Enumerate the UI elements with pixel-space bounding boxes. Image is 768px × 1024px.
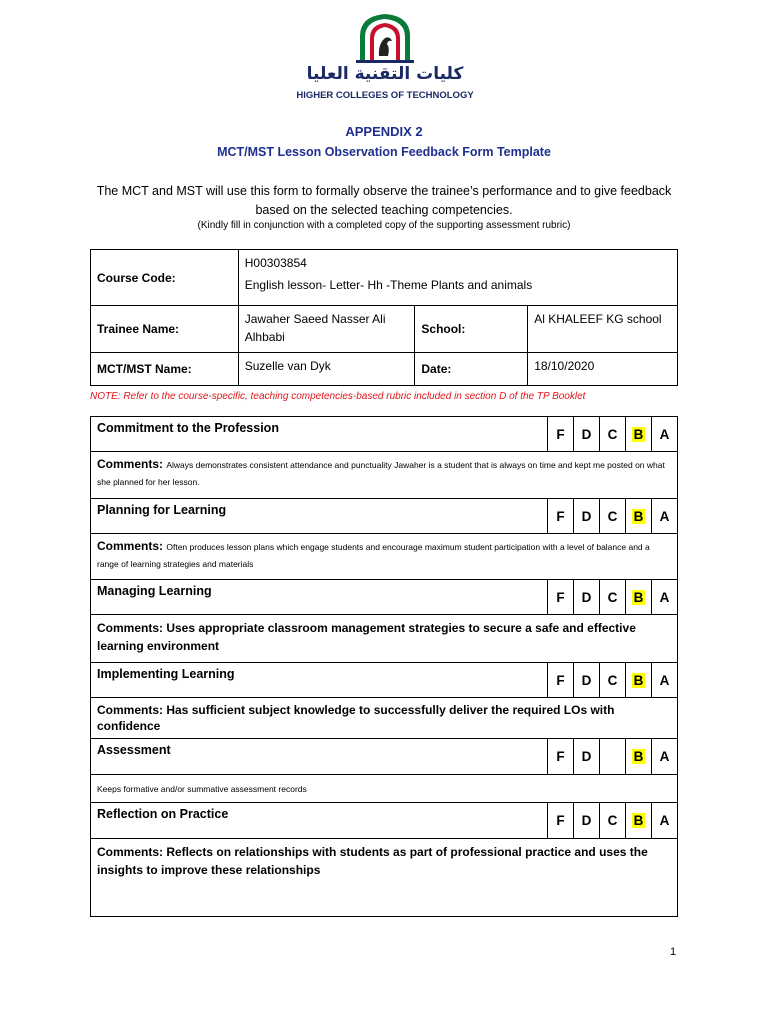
comment-row (91, 775, 678, 803)
competency-title: Commitment to the Profession (91, 417, 548, 452)
mct-name-label: MCT/MST Name: (91, 353, 239, 386)
grade-f: F (548, 499, 574, 534)
comment-label: Comments: (97, 539, 164, 553)
date-value: 18/10/2020 (528, 353, 678, 386)
comment-cell (91, 452, 678, 499)
school-label: School: (415, 306, 528, 353)
grade-b-selected (626, 580, 652, 615)
trainee-name-value: Jawaher Saeed Nasser Ali Alhbabi (238, 306, 415, 353)
grade-b-label: B (633, 672, 644, 688)
logo-arabic-text: كليات التقنية العليا (306, 64, 464, 84)
competency-row (91, 803, 678, 839)
course-code-label: Course Code: (91, 250, 239, 306)
competency-title: Managing Learning (91, 580, 548, 615)
grade-d: D (574, 417, 600, 452)
grade-c-empty (600, 739, 626, 775)
comment-text: Comments: Reflects on relationships with students as part of professional practice and uses the insights to improve these relationships (91, 839, 678, 917)
hct-logo (290, 12, 480, 101)
school-value: Al KHALEEF KG school (528, 306, 678, 353)
rubric-note: NOTE: Refer to the course-specific, teaching competencies-based rubric included in section D of the TP Booklet (90, 391, 586, 402)
mct-name-value: Suzelle van Dyk (238, 353, 415, 386)
grade-b-selected (626, 739, 652, 775)
grade-a: A (652, 580, 678, 615)
grade-b-selected (626, 417, 652, 452)
comment-cell (91, 534, 678, 580)
comment-text: Often produces lesson plans which engage students and encourage maximum student participation with a level of balance and a range of learning strategies and materials (97, 542, 650, 569)
grade-f: F (548, 803, 574, 839)
competency-row (91, 580, 678, 615)
grade-d: D (574, 499, 600, 534)
grade-d: D (574, 580, 600, 615)
grade-c: C (600, 663, 626, 698)
kindly-note: (Kindly fill in conjunction with a completed copy of the supporting assessment rubric) (197, 220, 571, 231)
comment-text: Keeps formative and/or summative assessment records (91, 775, 678, 803)
grade-a: A (652, 663, 678, 698)
grade-b-selected (626, 663, 652, 698)
comment-row (91, 534, 678, 580)
comment-label: Comments: (97, 457, 164, 471)
grade-b-selected (626, 803, 652, 839)
hct-emblem-icon (352, 12, 418, 64)
grade-f: F (548, 663, 574, 698)
grade-a: A (652, 417, 678, 452)
comment-text: Always demonstrates consistent attendance and punctuality Jawaher is a student that is always on time and kept me posted on what she planned for her lesson. (97, 460, 665, 487)
appendix-title: APPENDIX 2 (345, 124, 423, 139)
grade-c: C (600, 580, 626, 615)
form-subtitle: MCT/MST Lesson Observation Feedback Form Template (217, 145, 551, 159)
grade-c: C (600, 803, 626, 839)
course-code-value: H00303854 (244, 256, 307, 270)
page-number: 1 (670, 946, 677, 958)
comment-row (91, 452, 678, 499)
info-table (90, 249, 678, 386)
grade-b-label: B (633, 508, 644, 524)
grade-d: D (574, 739, 600, 775)
grade-a: A (652, 803, 678, 839)
grade-b-label: B (633, 749, 644, 764)
course-code-cell (238, 250, 677, 306)
grade-d: D (574, 663, 600, 698)
competency-title: Reflection on Practice (91, 803, 548, 839)
competency-title: Implementing Learning (91, 663, 548, 698)
competency-row (91, 417, 678, 452)
intro-paragraph: The MCT and MST will use this form to formally observe the trainee’s performance and to give feedback based on the selected teaching competencies. (96, 184, 672, 217)
grade-c: C (600, 499, 626, 534)
grade-f: F (548, 417, 574, 452)
grade-b-label: B (633, 426, 644, 442)
competency-table (90, 416, 678, 917)
grade-b-selected (626, 499, 652, 534)
competency-row (91, 739, 678, 775)
competency-row (91, 663, 678, 698)
logo-english-text: HIGHER COLLEGES OF TECHNOLOGY (296, 90, 474, 101)
comment-text: Comments: Uses appropriate classroom management strategies to secure a safe and effective learning environment (91, 615, 678, 663)
comment-row (91, 698, 678, 739)
competency-title: Planning for Learning (91, 499, 548, 534)
course-description: English lesson- Letter- Hh -Theme Plants and animals (244, 278, 533, 292)
comment-row (91, 615, 678, 663)
date-label: Date: (415, 353, 528, 386)
grade-d: D (574, 803, 600, 839)
grade-f: F (548, 739, 574, 775)
grade-c: C (600, 417, 626, 452)
comment-text: Comments: Has sufficient subject knowledge to successfully deliver the required LOs with confidence (91, 698, 678, 739)
comment-row (91, 839, 678, 917)
grade-b-label: B (633, 813, 644, 828)
grade-a: A (652, 739, 678, 775)
competency-title: Assessment (91, 739, 548, 775)
grade-b-label: B (633, 589, 644, 605)
competency-row (91, 499, 678, 534)
grade-a: A (652, 499, 678, 534)
trainee-name-label: Trainee Name: (91, 306, 239, 353)
grade-f: F (548, 580, 574, 615)
